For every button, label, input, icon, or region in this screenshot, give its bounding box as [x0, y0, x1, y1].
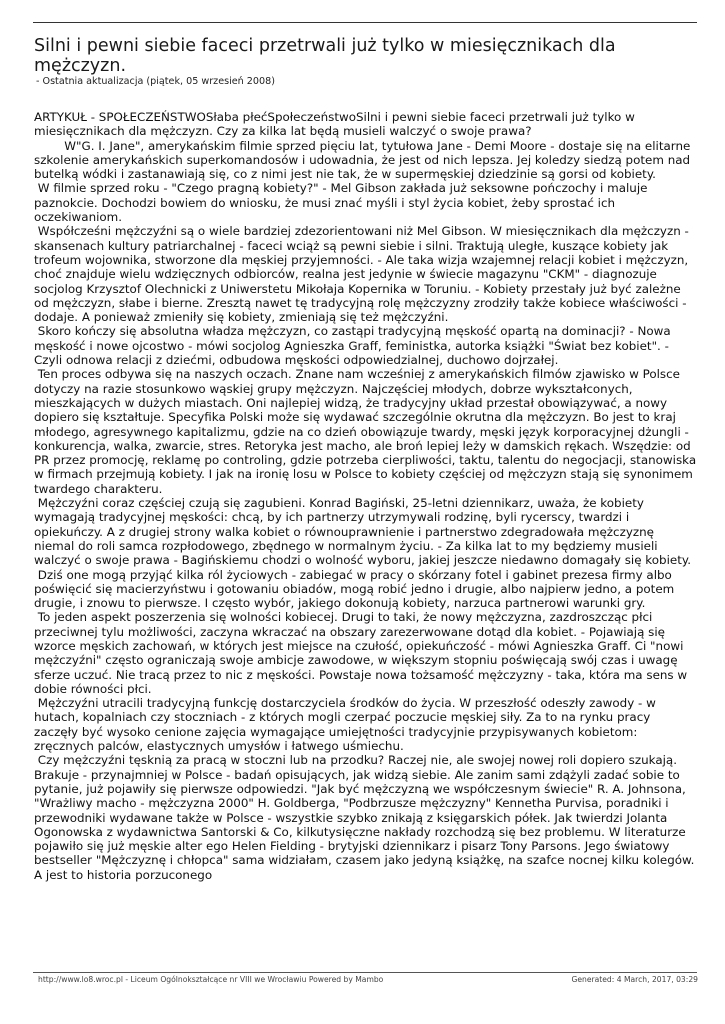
article-paragraph: Mężczyźni coraz częściej czują się zagubieni. Konrad Bagiński, 25-letni dziennikarz, uważa, że kobiety wymagają tradycyjnej męskości: chcą, by ich partnerzy utrzymywali rodzinę, byli rycerscy, twardzi i opiekuńczy. A z drugiej strony walka kobiet o równouprawnienie i partnerstwo zdegradowała mężczyznę niemal do roli samca rozpłodowego, zbędnego w normalnym życiu. - Za kilka lat to my będziemy musieli walczyć o swoje prawa - Bagińskiemu chodzi o wolność wyboru, jakiej jeszcze niedawno domagały się kobiety. [34, 496, 691, 568]
last-updated: - Ostatnia aktualizacja (piątek, 05 wrzesień 2008) [36, 76, 275, 87]
top-rule [33, 22, 697, 23]
article-paragraph: Skoro kończy się absolutna władza mężczyzn, co zastąpi tradycyjną męskość opartą na dominacji? - Nowa męskość i nowe ojcostwo - mówi socjolog Agnieszka Graff, feministka, autorka książki "Świat bez kobiet". - Czyli odnowa relacji z dziećmi, odbudowa męskości odpowiedzialnej, duchowo dojrzałej. [34, 324, 675, 368]
article-paragraph: ARTYKUŁ - SPOŁECZEŃSTWOSłaba płećSpołeczeństwoSilni i pewni siebie faceci przetrwali już tylko w miesięcznikach dla mężczyzn. Czy za kilka lat będą musieli walczyć o swoje prawa? [34, 110, 639, 139]
article-paragraph: Ten proces odbywa się na naszych oczach. Znane nam wcześniej z amerykańskich filmów zjawisko w Polsce dotyczy na razie stosunkowo wąskiej grupy mężczyzn. Najczęściej młodych, dobrze wykształconych, mieszkających w dużych miastach. Oni najlepiej widzą, że tradycyjny układ przestał obowiązywać, a nowy dopiero się kształtuje. Specyfika Polski może się wydawać szczególnie okrutna dla mężczyzn. Bo jest to kraj młodego, agresywnego kapitalizmu, gdzie na co dzień obowiązuje twardy, męski język korporacyjnej dżungli - konkurencja, walka, zwarcie, stres. Retoryka jest macho, ale broń lepiej leży w damskich rękach. Wszędzie: od PR przez promocję, reklamę po controling, gdzie potrzeba cierpliwości, taktu, talentu do negocjacji, stanowiska w firmach przejmują kobiety. I jak na ironię losu w Polsce to kobiety częściej od mężczyzn stają się synonimem twardego charakteru. [34, 367, 700, 496]
article-paragraph: Mężczyźni utracili tradycyjną funkcję dostarczyciela środków do życia. W przeszłość odeszły zawody - w hutach, kopalniach czy stoczniach - z których mogli czerpać poczucie męskiej siły. Za to na rynku pracy zaczęły być wysoko cenione zajęcia wymagające umiejętności tradycyjnie przypisywanych kobietom: zręcznych palców, elastycznych umysłów i łatwego uśmiechu. [34, 696, 660, 754]
article-paragraph: Czy mężczyźni tęsknią za pracą w stoczni lub na przodku? Raczej nie, ale swojej nowej roli dopiero szukają. Brakuje - przynajmniej w Polsce - badań opisujących, jak widzą siebie. Ale zanim sami zdążyli zadać sobie to pytanie, już pojawiły się pierwsze odpowiedzi. "Jak być mężczyzną we współczesnym świecie" R. A. Johnsona, "Wrażliwy macho - mężczyzna 2000" H. Goldberga, "Podbrzusze mężczyzny" Kennetha Purvisa, poradniki i przewodniki wydawane także w Polsce - wszystkie szybko znikają z księgarskich półek. Jak twierdzi Jolanta Ogonowska z wydawnictwa Santorski & Co, kilkutysięczne nakłady rozchodzą się bez problemu. W literaturze pojawiło się już męskie alter ego Helen Fielding - brytyjski dziennikarz i pisarz Tony Parsons. Jego światowy bestseller "Mężczyznę i chłopca" sama widziałam, czasem jako jedyną książkę, na szafce nocnej kilku kolegów. A jest to historia porzuconego [34, 753, 699, 882]
footer-rule [33, 972, 697, 973]
article-body [34, 110, 698, 882]
article-paragraph: W filmie sprzed roku - "Czego pragną kobiety?" - Mel Gibson zakłada już seksowne pończochy i maluje paznokcie. Dochodzi bowiem do wniosku, że musi znać myśli i styl życia kobiet, żeby sprostać ich oczekiwaniom. [34, 181, 652, 225]
article-paragraph: Współcześni mężczyźni są o wiele bardziej zdezorientowani niż Mel Gibson. W miesięcznikach dla mężczyzn - skansenach kultury patriarchalnej - faceci wciąż są pewni siebie i silni. Traktują uległe, kuszące kobiety jak trofeum wojownika, stworzone dla męskiej przyjemności. - Ale taka wizja wzajemnej relacji kobiet i mężczyzn, choć znajduje wielu wdzięcznych odbiorców, realna jest jedynie w świecie magazynu "CKM" - diagnozuje socjolog Krzysztof Olechnicki z Uniwerstetu Mikołaja Kopernika w Toruniu. - Kobiety przestały już być zależne od mężczyzn, słabe i bierne. Zresztą nawet tę tradycyjną rolę mężczyzny zrodziły także kobiece właściwości - dodaje. A ponieważ zmieniły się kobiety, zmieniają się też mężczyźni. [34, 224, 693, 325]
footer-generated-date: Generated: 4 March, 2017, 03:29 [571, 975, 698, 984]
article-title: Silni i pewni siebie faceci przetrwali już tylko w miesięcznikach dla mężczyzn. [34, 36, 616, 76]
article-paragraph: W"G. I. Jane", amerykańskim filmie sprzed pięciu lat, tytułowa Jane - Demi Moore - dostaje się na elitarne szkolenie amerykańskich superkomandosów i udowadnia, że jest od nich lepsza. Jej koledzy siedzą potem nad butelką wódki i zastanawiają się, co z nimi jest nie tak, że w supermęskiej dziedzinie są gorsi od kobiety. [34, 138, 695, 182]
article-paragraph: To jeden aspekt poszerzenia się wolności kobiecej. Drugi to taki, że nowy mężczyzna, zazdroszcząc płci przeciwnej tylu możliwości, zaczyna wkraczać na obszary zarezerwowane dotąd dla kobiet. - Pojawiają się wzorce męskich zachowań, w których jest miejsce na czułość, opiekuńczość - mówi Agnieszka Graff. Ci "nowi mężczyźni" często ograniczają swoje ambicje zawodowe, w większym stopniu poświęcają swój czas i uwagę sferze uczuć. Nie tracą przez to nic z męskości. Powstaje nowa tożsamość mężczyzny - taka, która ma sens w dobie równości płci. [34, 610, 691, 696]
footer-site-link[interactable]: http://www.lo8.wroc.pl - Liceum Ogólnokształcące nr VIII we Wrocławiu Powered by Mambo [38, 975, 384, 984]
article-paragraph: Dziś one mogą przyjąć kilka ról życiowych - zabiegać w pracy o skórzany fotel i gabinet prezesa firmy albo poświęcić się macierzyństwu i gotowaniu obiadów, mogą robić jedno i drugie, albo najpierw jedno, a potem drugie, i znowu to pierwsze. I często wybór, jakiego dokonują kobiety, narzuca partnerowi warunki gry. [34, 567, 678, 611]
